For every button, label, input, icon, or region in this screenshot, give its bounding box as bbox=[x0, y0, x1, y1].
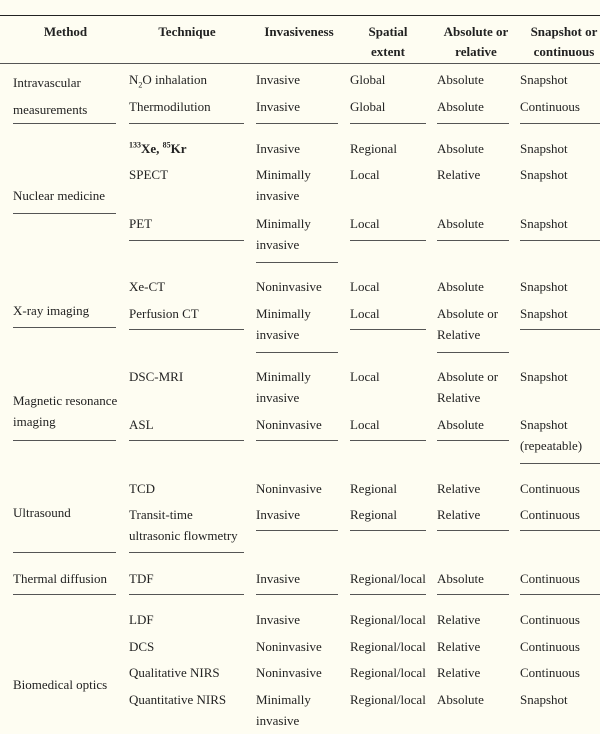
method-cell: Ultrasound bbox=[13, 505, 71, 520]
absrel-cell: Absolute or Relative bbox=[437, 306, 499, 342]
technique-cell: PET bbox=[129, 216, 153, 231]
technique-cell: ASL bbox=[129, 417, 154, 432]
row-rule bbox=[256, 440, 338, 441]
spatial-cell: Regional/local bbox=[350, 612, 426, 627]
invasiveness-cell: Invasive bbox=[256, 141, 301, 156]
row-rule bbox=[256, 530, 338, 531]
method-rule bbox=[13, 327, 116, 328]
spatial-cell: Local bbox=[350, 369, 380, 384]
row-rule bbox=[256, 123, 338, 124]
spatial-cell: Regional bbox=[350, 141, 397, 156]
absrel-cell: Absolute bbox=[437, 72, 484, 87]
spatial-cell: Local bbox=[350, 167, 380, 182]
absrel-cell: Relative bbox=[437, 639, 481, 654]
row-rule bbox=[350, 240, 426, 241]
technique-cell: Thermodilution bbox=[129, 99, 211, 114]
header-technique: Technique bbox=[158, 24, 216, 39]
row-rule bbox=[437, 123, 509, 124]
method-rule bbox=[13, 594, 116, 595]
technique-cell: TCD bbox=[129, 481, 155, 496]
absrel-cell: Relative bbox=[437, 481, 481, 496]
invasiveness-cell: Minimally invasive bbox=[256, 167, 311, 203]
row-rule bbox=[437, 352, 509, 353]
row-rule bbox=[129, 329, 244, 330]
spatial-cell: Regional bbox=[350, 507, 397, 522]
invasiveness-cell: Invasive bbox=[256, 612, 301, 627]
snapshot-cell: Continuous bbox=[520, 507, 580, 522]
invasiveness-cell: Noninvasive bbox=[256, 279, 322, 294]
absrel-cell: Absolute or Relative bbox=[437, 369, 499, 405]
row-rule bbox=[520, 123, 600, 124]
invasiveness-cell: Minimally invasive bbox=[256, 369, 311, 405]
snapshot-cell: Continuous bbox=[520, 481, 580, 496]
method-cell: Magnetic resonance imaging bbox=[13, 393, 118, 429]
method-cell: Biomedical optics bbox=[13, 677, 108, 692]
absrel-cell: Relative bbox=[437, 507, 481, 522]
row-rule bbox=[129, 123, 244, 124]
spatial-cell: Local bbox=[350, 279, 380, 294]
invasiveness-cell: Minimally invasive bbox=[256, 692, 311, 728]
method-rule bbox=[13, 440, 116, 441]
row-rule bbox=[437, 594, 509, 595]
row-rule bbox=[350, 329, 426, 330]
row-rule bbox=[520, 240, 600, 241]
absrel-cell: Absolute bbox=[437, 216, 484, 231]
technique-cell: $N_2O$ inhalation bbox=[129, 72, 208, 90]
header-method: Method bbox=[43, 24, 88, 39]
method-rule bbox=[13, 123, 116, 124]
snapshot-cell: Snapshot bbox=[520, 279, 568, 294]
header-spatial-extent: Spatial extent bbox=[368, 24, 408, 59]
spatial-cell: Regional/local bbox=[350, 692, 426, 707]
method-rule bbox=[13, 213, 116, 214]
spatial-cell: Regional bbox=[350, 481, 397, 496]
row-rule bbox=[256, 262, 338, 263]
technique-cell: SPECT bbox=[129, 167, 169, 182]
absrel-cell: Relative bbox=[437, 167, 481, 182]
technique-cell: Xe-CT bbox=[129, 279, 166, 294]
snapshot-cell: Snapshot bbox=[520, 369, 568, 384]
technique-cell: DCS bbox=[129, 639, 155, 654]
method-cell: X-ray imaging bbox=[13, 303, 90, 318]
invasiveness-cell: Invasive bbox=[256, 99, 301, 114]
row-rule bbox=[129, 440, 244, 441]
row-rule bbox=[520, 463, 600, 464]
header-absolute-relative: Absolute or relative bbox=[443, 24, 509, 59]
absrel-cell: Relative bbox=[437, 612, 481, 627]
invasiveness-cell: Noninvasive bbox=[256, 639, 322, 654]
invasiveness-cell: Invasive bbox=[256, 72, 301, 87]
invasiveness-cell: Minimally invasive bbox=[256, 216, 311, 252]
snapshot-cell: Snapshot bbox=[520, 692, 568, 707]
invasiveness-cell: Noninvasive bbox=[256, 481, 322, 496]
row-rule bbox=[437, 530, 509, 531]
row-rule bbox=[350, 594, 426, 595]
technique-cell: LDF bbox=[129, 612, 154, 627]
invasiveness-cell: Noninvasive bbox=[256, 417, 322, 432]
snapshot-cell: Snapshot bbox=[520, 216, 568, 231]
snapshot-cell: Continuous bbox=[520, 612, 580, 627]
snapshot-cell: Continuous bbox=[520, 639, 580, 654]
row-rule bbox=[256, 594, 338, 595]
invasiveness-cell: Invasive bbox=[256, 571, 301, 586]
snapshot-cell: Snapshot bbox=[520, 141, 568, 156]
technique-cell: $^{133}$Xe, $^{85}$Kr bbox=[129, 140, 187, 156]
technique-cell: Qualitative NIRS bbox=[129, 665, 220, 680]
spatial-cell: Regional/local bbox=[350, 571, 426, 586]
row-rule bbox=[350, 440, 426, 441]
method-rule bbox=[13, 552, 116, 553]
spatial-cell: Regional/local bbox=[350, 665, 426, 680]
row-rule bbox=[350, 530, 426, 531]
snapshot-cell: Snapshot bbox=[520, 72, 568, 87]
spatial-cell: Local bbox=[350, 306, 380, 321]
invasiveness-cell: Minimally invasive bbox=[256, 306, 311, 342]
invasiveness-cell: Invasive bbox=[256, 507, 301, 522]
header-snapshot-continuous: Snapshot or continuous bbox=[530, 24, 598, 59]
method-cell: Thermal diffusion bbox=[13, 571, 107, 586]
absrel-cell: Absolute bbox=[437, 141, 484, 156]
snapshot-cell: Continuous bbox=[520, 665, 580, 680]
row-rule bbox=[129, 240, 244, 241]
absrel-cell: Absolute bbox=[437, 417, 484, 432]
spatial-cell: Global bbox=[350, 72, 386, 87]
spatial-cell: Local bbox=[350, 417, 380, 432]
spatial-cell: Global bbox=[350, 99, 386, 114]
snapshot-cell: Snapshot bbox=[520, 167, 568, 182]
header-rule bbox=[0, 63, 600, 64]
technique-cell: TDF bbox=[129, 571, 154, 586]
absrel-cell: Absolute bbox=[437, 279, 484, 294]
absrel-cell: Absolute bbox=[437, 692, 484, 707]
snapshot-cell: Snapshot (repeatable) bbox=[520, 417, 583, 453]
snapshot-cell: Continuous bbox=[520, 571, 580, 586]
absrel-cell: Relative bbox=[437, 665, 481, 680]
row-rule bbox=[256, 352, 338, 353]
row-rule bbox=[437, 440, 509, 441]
row-rule bbox=[520, 530, 600, 531]
table-top-rule bbox=[0, 15, 600, 16]
technique-cell: Transit-time ultrasonic flowmetry bbox=[129, 507, 238, 543]
row-rule bbox=[520, 329, 600, 330]
absrel-cell: Absolute bbox=[437, 99, 484, 114]
technique-cell: DSC-MRI bbox=[129, 369, 184, 384]
absrel-cell: Absolute bbox=[437, 571, 484, 586]
snapshot-cell: Snapshot bbox=[520, 306, 568, 321]
spatial-cell: Local bbox=[350, 216, 380, 231]
snapshot-cell: Continuous bbox=[520, 99, 580, 114]
spatial-cell: Regional/local bbox=[350, 639, 426, 654]
method-cell: Intravascular measurements bbox=[13, 75, 88, 117]
row-rule bbox=[129, 552, 244, 553]
header-invasiveness: Invasiveness bbox=[264, 24, 334, 39]
row-rule bbox=[437, 240, 509, 241]
technique-cell: Quantitative NIRS bbox=[129, 692, 227, 707]
technique-cell: Perfusion CT bbox=[129, 306, 199, 321]
row-rule bbox=[129, 594, 244, 595]
method-cell: Nuclear medicine bbox=[13, 188, 106, 203]
row-rule bbox=[520, 594, 600, 595]
row-rule bbox=[350, 123, 426, 124]
invasiveness-cell: Noninvasive bbox=[256, 665, 322, 680]
